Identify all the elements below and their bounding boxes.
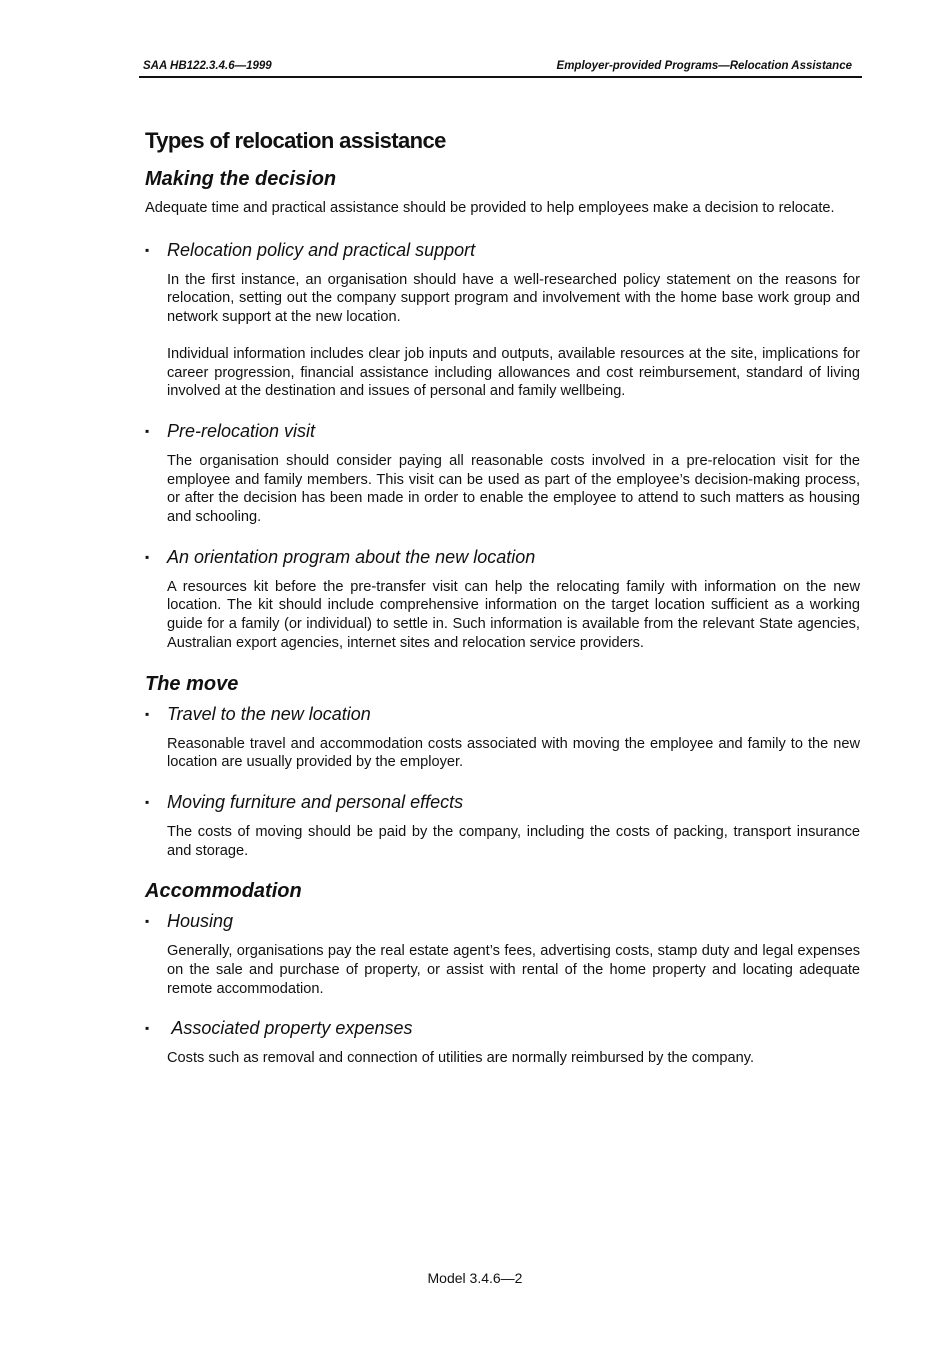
page-header — [139, 59, 862, 78]
section-heading-accommodation: Accommodation — [145, 880, 302, 903]
bullet-paragraph: The organisation should consider paying all reasonable costs involved in a pre-relocation visit for the employee and family members. This visit can be used as part of the employee’s decision-making process, or after the decision has been made in order to enable the employee to attend to such matters as housing and schooling. — [167, 452, 860, 526]
bullet-item — [145, 704, 860, 772]
bullet-paragraph: Generally, organisations pay the real estate agent’s fees, advertising costs, stamp duty and legal expenses on the sale and purchase of property, or assist with rental of the home property and locating adequate remote accommodation. — [167, 943, 860, 997]
bullet-square-icon: ▪ — [145, 423, 150, 438]
bullet-title: Moving furniture and personal effects — [167, 791, 464, 812]
page-title: Types of relocation assistance — [145, 128, 446, 153]
page-footer: Model 3.4.6—2 — [427, 1270, 523, 1286]
bullet-paragraph: A resources kit before the pre-transfer visit can help the relocating family with information on the new location. The kit should include comprehensive information on the target location sufficient as a working guide for a family (or individual) to settle in. Such information is available from the relevant State agencies, Australian export agencies, internet sites and relocation service providers. — [167, 578, 860, 651]
bullet-paragraph: Individual information includes clear job inputs and outputs, available resources at the site, implications for career progression, financial assistance including allowances and cost reimbursement, standard of living involved at the destination and issues of personal and family wellbeing. — [167, 345, 860, 400]
section-heading-the-move: The move — [145, 672, 239, 695]
bullet-item — [145, 421, 860, 527]
bullet-title: Pre-relocation visit — [167, 420, 316, 441]
document-body — [145, 128, 860, 1076]
bullet-paragraph: The costs of moving should be paid by the company, including the costs of packing, transport insurance and storage. — [167, 823, 860, 859]
section-intro: Adequate time and practical assistance should be provided to help employees make a decision to relocate. — [145, 200, 835, 216]
bullet-item — [145, 911, 860, 998]
bullet-square-icon: ▪ — [145, 242, 150, 257]
section-heading-making-the-decision: Making the decision — [145, 168, 337, 190]
bullet-title: Associated property expenses — [167, 1018, 413, 1039]
bullet-square-icon: ▪ — [145, 1021, 150, 1036]
bullet-title: Relocation policy and practical support — [167, 239, 476, 260]
bullet-title: An orientation program about the new location — [167, 546, 536, 567]
header-document-id: SAA HB122.3.4.6—1999 — [143, 60, 272, 72]
bullet-title: Housing — [167, 911, 234, 932]
bullet-square-icon: ▪ — [145, 549, 150, 564]
bullet-square-icon: ▪ — [145, 794, 150, 809]
bullet-title: Travel to the new location — [167, 703, 371, 724]
bullet-square-icon: ▪ — [145, 914, 150, 929]
bullet-item — [145, 792, 860, 860]
bullet-square-icon: ▪ — [145, 706, 150, 721]
bullet-paragraph: Reasonable travel and accommodation costs associated with moving the employee and family to the new location are usually provided by the employer. — [167, 735, 860, 771]
bullet-paragraph: In the first instance, an organisation should have a well-researched policy statement on the reasons for relocation, setting out the company support program and involvement with the home base work group and network support at the new location. — [167, 271, 860, 326]
bullet-paragraph: Costs such as removal and connection of utilities are normally reimbursed by the company. — [167, 1050, 754, 1067]
header-section-title: Employer-provided Programs—Relocation Assistance — [556, 60, 852, 72]
bullet-item — [145, 1018, 860, 1068]
bullet-item — [145, 240, 860, 401]
bullet-item — [145, 547, 860, 653]
